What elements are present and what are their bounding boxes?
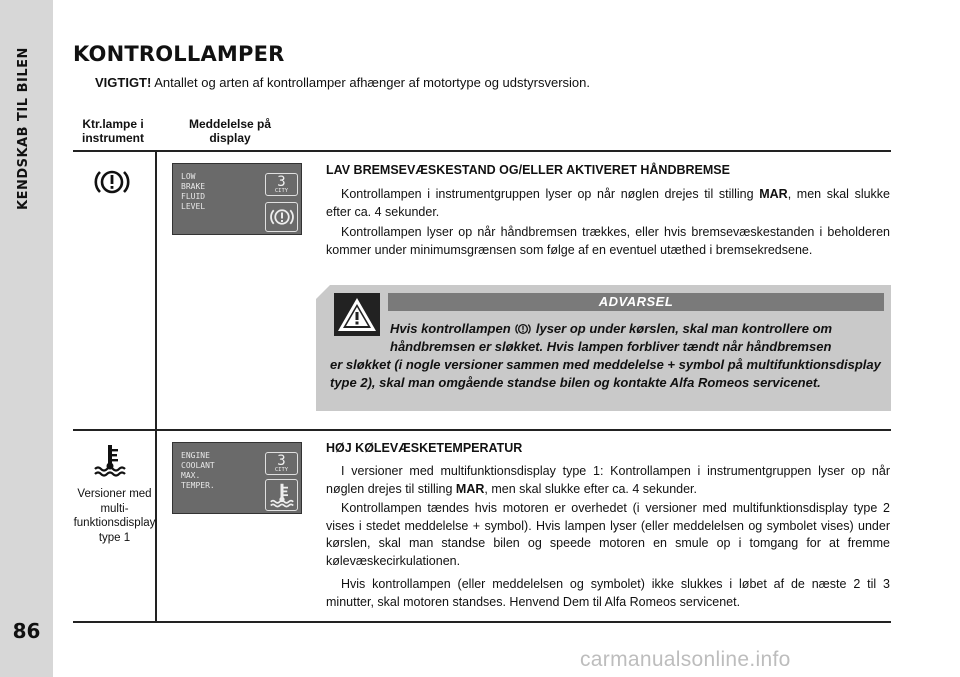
- page-heading: KONTROLLAMPER: [73, 42, 285, 66]
- paragraph-text: , men skal slukke efter ca. 4 sekunder.: [484, 481, 697, 496]
- warning-text-part: lyser op under kørslen, skal man kontrollere om håndbremsen er sløkket. Hvis lampen forbliver tændt når håndbremsen: [390, 321, 833, 354]
- paragraph: [326, 463, 890, 498]
- key-position: MAR: [759, 187, 788, 201]
- column-header-display: Meddelelse på display: [188, 117, 272, 145]
- table-divider: [73, 429, 891, 431]
- watermark: carmanualsonline.info: [580, 648, 791, 671]
- table-divider: [73, 621, 891, 623]
- display-symbol-box: [265, 202, 298, 232]
- important-label: VIGTIGT!: [95, 75, 152, 90]
- display-text: ENGINE COOLANT MAX. TEMPER.: [181, 451, 215, 490]
- page-number: 86: [12, 619, 41, 643]
- display-text: LOW BRAKE FLUID LEVEL: [181, 172, 206, 211]
- brake-warning-icon: [514, 322, 532, 336]
- display-trip-box: [265, 173, 298, 196]
- section-title-coolant: HØJ KØLEVÆSKETEMPERATUR: [326, 441, 523, 455]
- warning-text: er sløkket (i nogle versioner sammen med meddelelse + symbol på multifunktionsdisplay type 2), skal man omgående standse bilen og kontakte Alfa Romeos servicenet.: [330, 357, 881, 390]
- display-symbol-box: [265, 479, 298, 511]
- display-message-brake: [172, 163, 302, 235]
- important-text: Antallet og arten af kontrollamper afhænger af motortype og udstyrsversion.: [154, 75, 590, 90]
- display-number: 3: [277, 174, 286, 190]
- paragraph: Kontrollampen lyser op når håndbremsen trækkes, eller hvis bremsevæskestanden i beholderen kommer under minimumsgrænsen som følge af en eventuel utæthed i bremsekredsene.: [326, 225, 890, 257]
- chapter-title: KENDSKAB TIL BILEN: [16, 47, 31, 210]
- display-number: 3: [277, 453, 286, 469]
- section-title-brake: LAV BREMSEVÆSKESTAND OG/ELLER AKTIVERET HÅNDBREMSE: [326, 163, 730, 177]
- key-position: MAR: [455, 481, 485, 496]
- brake-warning-icon: [267, 204, 297, 230]
- column-divider: [155, 150, 157, 623]
- paragraph: [326, 186, 890, 221]
- paragraph: Kontrollampen tændes hvis motoren er overhedet (i versioner med multifunktionsdisplay type 2 vises i stedet meddelelse + symbol). Hvis lampen lyser (eller meddelelsen og symbolet vises) under kørslen, skal man standse bilen og speede motoren en smule op i tomgang for at fremme kølevæskecirkulationen.: [326, 501, 890, 568]
- paragraph-text: I versioner med multifunktionsdisplay type 1: Kontrollampen i instrumentgruppen lyser op når nøglen drejes til stilling: [326, 464, 890, 496]
- paragraph-text: Kontrollampen i instrumentgruppen lyser op når nøglen drejes til stilling: [341, 187, 760, 201]
- table-divider: [73, 150, 891, 152]
- warning-text-part: Hvis kontrollampen: [390, 321, 515, 336]
- brake-warning-icon: [92, 166, 132, 198]
- coolant-temperature-icon: [267, 481, 297, 509]
- warning-triangle-icon: [334, 293, 380, 336]
- sidebar: [0, 0, 53, 677]
- warning-text: [390, 320, 885, 356]
- display-message-coolant: [172, 442, 302, 514]
- coolant-temperature-icon: [90, 442, 130, 478]
- display-city: CITY: [274, 467, 289, 473]
- paragraph-text: , men skal slukke efter ca. 4 sekunder.: [326, 187, 890, 219]
- display-city: CITY: [274, 188, 289, 194]
- display-trip-box: [265, 452, 298, 475]
- warning-label: ADVARSEL: [598, 294, 674, 309]
- variant-note: Versioner med multifunktionsdisplay type 1: [73, 488, 156, 544]
- paragraph: Hvis kontrollampen (eller meddelelsen og symbolet) ikke slukkes i løbet af de næste 2 til 3 minutter, skal motoren standses. Henvend Dem til Alfa Romeos servicenet.: [326, 577, 890, 609]
- column-header-instrument: Ktr.lampe i instrument: [81, 117, 144, 145]
- important-note: [95, 75, 590, 90]
